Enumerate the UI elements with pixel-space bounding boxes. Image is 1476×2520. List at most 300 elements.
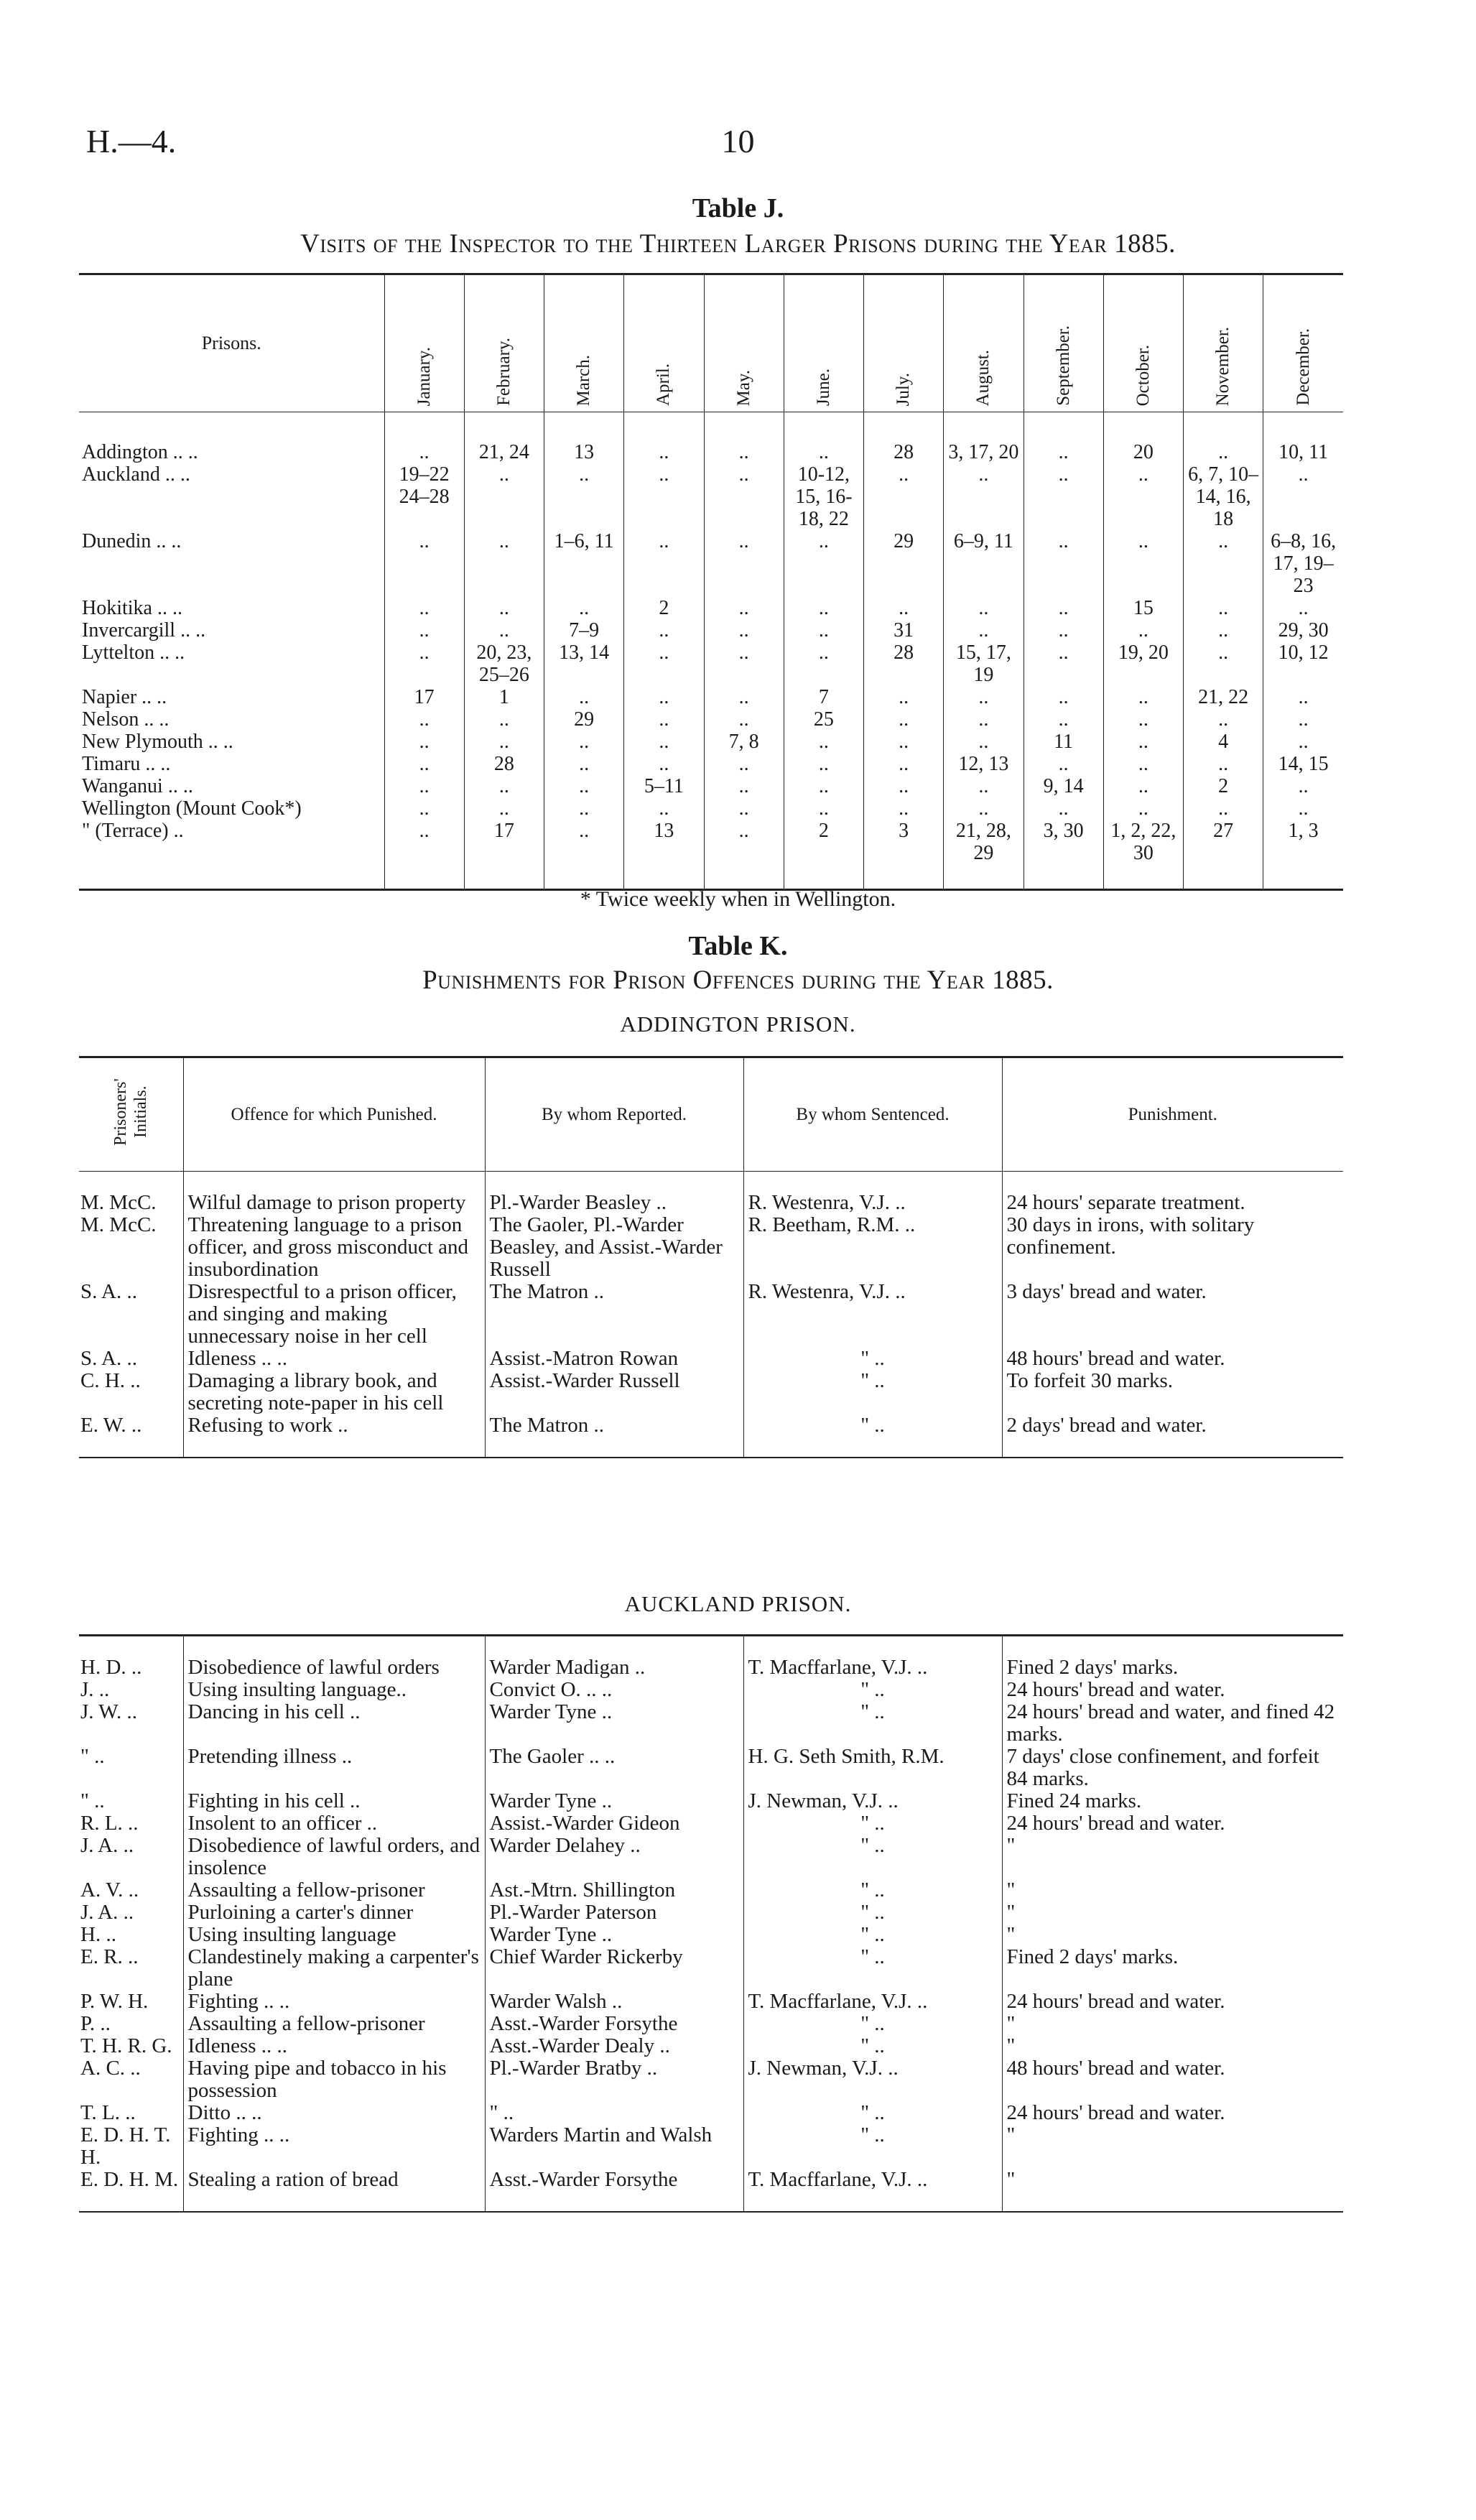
reported-by-cell: Warder Tyne .. bbox=[485, 1790, 743, 1812]
table-j bbox=[79, 273, 1343, 891]
visit-dates-cell: .. bbox=[544, 820, 624, 890]
table-row bbox=[79, 1657, 1343, 1679]
table-row bbox=[79, 1370, 1343, 1414]
visit-dates-cell: .. bbox=[1184, 753, 1263, 775]
offence-cell: Disobedience of lawful orders, and insolence bbox=[183, 1835, 485, 1879]
visit-dates-cell: .. bbox=[704, 820, 784, 890]
visit-dates-cell: .. bbox=[704, 641, 784, 686]
visit-dates-cell: .. bbox=[384, 731, 464, 753]
visit-dates-cell: 11 bbox=[1024, 731, 1103, 753]
visit-dates-cell: .. bbox=[1024, 412, 1103, 464]
table-j-header-row bbox=[79, 274, 1343, 412]
visit-dates-cell: 9, 14 bbox=[1024, 775, 1103, 797]
visit-dates-cell: 15, 17, 19 bbox=[944, 641, 1024, 686]
visit-dates-cell: 29 bbox=[864, 530, 944, 597]
table-k-column-header: Offence for which Punished. bbox=[183, 1057, 485, 1172]
visit-dates-cell: .. bbox=[1103, 619, 1183, 641]
visit-dates-cell: 3 bbox=[864, 820, 944, 890]
visit-dates-cell: 19, 20 bbox=[1103, 641, 1183, 686]
reported-by-cell: Convict O. .. .. bbox=[485, 1679, 743, 1701]
punishment-cell: " bbox=[1002, 1924, 1343, 1946]
visit-dates-cell: 3, 17, 20 bbox=[944, 412, 1024, 464]
month-label: June. bbox=[813, 368, 833, 406]
visit-dates-cell: .. bbox=[864, 597, 944, 619]
spacer-row bbox=[79, 1172, 1343, 1192]
table-row bbox=[79, 686, 1343, 708]
table-row bbox=[79, 731, 1343, 753]
visit-dates-cell: .. bbox=[624, 797, 704, 820]
table-j-column-header bbox=[864, 274, 944, 412]
visit-dates-cell: 6, 7, 10–14, 16, 18 bbox=[1184, 463, 1263, 530]
table-j-column-header bbox=[544, 274, 624, 412]
prisoner-initials-cell: E. R. .. bbox=[80, 1945, 139, 1968]
offence-cell: Damaging a library book, and secreting note-paper in his cell bbox=[183, 1370, 485, 1414]
offence-cell: Assaulting a fellow-prisoner bbox=[183, 1879, 485, 1901]
visit-dates-cell: .. bbox=[384, 775, 464, 797]
table-row bbox=[79, 1924, 1343, 1946]
table-j-footnote: * Twice weekly when in Wellington. bbox=[580, 887, 896, 911]
visit-dates-cell: 27 bbox=[1184, 820, 1263, 890]
visit-dates-cell: .. bbox=[864, 708, 944, 731]
punishment-cell: " bbox=[1002, 1901, 1343, 1924]
visit-dates-cell: .. bbox=[704, 686, 784, 708]
sentenced-by-cell: " .. bbox=[743, 2124, 1002, 2169]
table-j-subtitle: Visits of the Inspector to the Thirteen Larger Prisons during the Year 1885. bbox=[300, 229, 1176, 259]
visit-dates-cell: .. bbox=[384, 412, 464, 464]
prison-name-cell: Addington .. .. bbox=[82, 441, 198, 463]
document-code: H.—4. bbox=[86, 123, 177, 159]
visit-dates-cell: 15 bbox=[1103, 597, 1183, 619]
prisoner-initials-cell: C. H. .. bbox=[80, 1369, 141, 1392]
table-k-subtitle: Punishments for Prison Offences during the Year 1885. bbox=[422, 965, 1054, 995]
visit-dates-cell: .. bbox=[704, 797, 784, 820]
table-k-header-row bbox=[79, 1057, 1343, 1172]
table-row bbox=[79, 1901, 1343, 1924]
prisoner-initials-cell: R. L. .. bbox=[80, 1812, 139, 1835]
month-label: July. bbox=[894, 372, 914, 406]
visit-dates-cell: .. bbox=[464, 619, 544, 641]
visit-dates-cell: .. bbox=[704, 597, 784, 619]
visit-dates-cell: .. bbox=[1024, 530, 1103, 597]
table-row bbox=[79, 820, 1343, 890]
reported-by-cell: Asst.-Warder Dealy .. bbox=[485, 2035, 743, 2057]
visit-dates-cell: .. bbox=[864, 686, 944, 708]
punishment-cell: 24 hours' separate treatment. bbox=[1002, 1192, 1343, 1214]
month-label: December. bbox=[1293, 328, 1313, 406]
visit-dates-cell: 1 bbox=[464, 686, 544, 708]
prisoner-initials-cell: H. D. .. bbox=[80, 1656, 142, 1679]
visit-dates-cell: .. bbox=[704, 619, 784, 641]
visit-dates-cell: .. bbox=[784, 597, 863, 619]
reported-by-cell: The Matron .. bbox=[485, 1281, 743, 1348]
reported-by-cell: Warder Delahey .. bbox=[485, 1835, 743, 1879]
visit-dates-cell: 10-12, 15, 16-18, 22 bbox=[784, 463, 863, 530]
prison-name-cell: Invercargill .. .. bbox=[82, 619, 206, 641]
sentenced-by-cell: R. Beetham, R.M. .. bbox=[743, 1214, 1002, 1281]
visit-dates-cell: .. bbox=[384, 820, 464, 890]
visit-dates-cell: .. bbox=[1263, 686, 1343, 708]
visit-dates-cell: .. bbox=[864, 775, 944, 797]
table-row bbox=[79, 530, 1343, 597]
prisoner-initials-cell: P. .. bbox=[80, 2012, 111, 2035]
visit-dates-cell: 17 bbox=[464, 820, 544, 890]
reported-by-cell: Pl.-Warder Paterson bbox=[485, 1901, 743, 1924]
table-row bbox=[79, 2124, 1343, 2169]
sentenced-by-cell: " .. bbox=[743, 1679, 1002, 1701]
visit-dates-cell: .. bbox=[1103, 708, 1183, 731]
visit-dates-cell: .. bbox=[624, 731, 704, 753]
visit-dates-cell: 10, 11 bbox=[1263, 412, 1343, 464]
offence-cell: Assaulting a fellow-prisoner bbox=[183, 2013, 485, 2035]
offence-cell: Threatening language to a prison officer, and gross misconduct and insubordination bbox=[183, 1214, 485, 1281]
visit-dates-cell: .. bbox=[384, 797, 464, 820]
sentenced-by-cell: J. Newman, V.J. .. bbox=[743, 1790, 1002, 1812]
visit-dates-cell: .. bbox=[944, 619, 1024, 641]
table-row bbox=[79, 1701, 1343, 1746]
visit-dates-cell: .. bbox=[544, 463, 624, 530]
visit-dates-cell: .. bbox=[1103, 530, 1183, 597]
visit-dates-cell: .. bbox=[544, 753, 624, 775]
punishment-cell: 30 days in irons, with solitary confinement. bbox=[1002, 1214, 1343, 1281]
table-j-column-header bbox=[784, 274, 863, 412]
visit-dates-cell: .. bbox=[784, 753, 863, 775]
visit-dates-cell: .. bbox=[1103, 463, 1183, 530]
visit-dates-cell: .. bbox=[624, 753, 704, 775]
visit-dates-cell: 2 bbox=[784, 820, 863, 890]
reported-by-cell: Asst.-Warder Forsythe bbox=[485, 2169, 743, 2191]
visit-dates-cell: .. bbox=[544, 731, 624, 753]
prisoner-initials-cell: M. McC. bbox=[80, 1213, 157, 1236]
visit-dates-cell: .. bbox=[464, 597, 544, 619]
visit-dates-cell: 20, 23, 25–26 bbox=[464, 641, 544, 686]
table-row bbox=[79, 463, 1343, 530]
table-row bbox=[79, 1414, 1343, 1437]
visit-dates-cell: .. bbox=[864, 463, 944, 530]
visit-dates-cell: .. bbox=[864, 797, 944, 820]
prison-name-cell: Wanganui .. .. bbox=[82, 775, 193, 797]
prisoner-initials-cell: H. .. bbox=[80, 1923, 116, 1946]
visit-dates-cell: .. bbox=[464, 775, 544, 797]
visit-dates-cell: .. bbox=[1184, 708, 1263, 731]
visit-dates-cell: .. bbox=[784, 619, 863, 641]
month-label: March. bbox=[574, 354, 594, 406]
table-row bbox=[79, 753, 1343, 775]
visit-dates-cell: 21, 28, 29 bbox=[944, 820, 1024, 890]
offence-cell: Disobedience of lawful orders bbox=[183, 1657, 485, 1679]
table-j-column-header bbox=[1263, 274, 1343, 412]
table-row bbox=[79, 1679, 1343, 1701]
visit-dates-cell: .. bbox=[1103, 797, 1183, 820]
reported-by-cell: Warder Madigan .. bbox=[485, 1657, 743, 1679]
sentenced-by-cell: J. Newman, V.J. .. bbox=[743, 2057, 1002, 2102]
punishment-cell: 24 hours' bread and water. bbox=[1002, 1991, 1343, 2013]
visit-dates-cell: .. bbox=[1184, 619, 1263, 641]
visit-dates-cell: 29, 30 bbox=[1263, 619, 1343, 641]
sentenced-by-cell: " .. bbox=[743, 1370, 1002, 1414]
visit-dates-cell: 2 bbox=[624, 597, 704, 619]
visit-dates-cell: 10, 12 bbox=[1263, 641, 1343, 686]
prisoner-initials-cell: E. D. H. T. H. bbox=[80, 2123, 171, 2169]
visit-dates-cell: 7, 8 bbox=[704, 731, 784, 753]
visit-dates-cell: .. bbox=[544, 775, 624, 797]
table-row bbox=[79, 2169, 1343, 2191]
visit-dates-cell: .. bbox=[624, 686, 704, 708]
visit-dates-cell: .. bbox=[624, 641, 704, 686]
visit-dates-cell: .. bbox=[1263, 708, 1343, 731]
visit-dates-cell: 6–9, 11 bbox=[944, 530, 1024, 597]
month-label: January. bbox=[414, 346, 434, 406]
visit-dates-cell: .. bbox=[544, 597, 624, 619]
prison-name-cell: Nelson .. .. bbox=[82, 708, 170, 731]
table-row bbox=[79, 1991, 1343, 2013]
prisoner-initials-cell: M. McC. bbox=[80, 1191, 157, 1214]
sentenced-by-cell: " .. bbox=[743, 1414, 1002, 1437]
offence-cell: Stealing a ration of bread bbox=[183, 2169, 485, 2191]
punishment-cell: 7 days' close confinement, and forfeit 84 marks. bbox=[1002, 1746, 1343, 1790]
visit-dates-cell: .. bbox=[704, 463, 784, 530]
visit-dates-cell: .. bbox=[704, 775, 784, 797]
visit-dates-cell: .. bbox=[784, 530, 863, 597]
table-k-column-header: By whom Sentenced. bbox=[743, 1057, 1002, 1172]
sentenced-by-cell: " .. bbox=[743, 1879, 1002, 1901]
sentenced-by-cell: " .. bbox=[743, 2035, 1002, 2057]
offence-cell: Clandestinely making a carpenter's plane bbox=[183, 1946, 485, 1991]
visit-dates-cell: .. bbox=[1184, 530, 1263, 597]
visit-dates-cell: .. bbox=[384, 597, 464, 619]
visit-dates-cell: 28 bbox=[864, 641, 944, 686]
table-j-column-header: Prisons. bbox=[201, 333, 261, 353]
prisoner-initials-cell: P. W. H. bbox=[80, 1990, 149, 2013]
offence-cell: Dancing in his cell .. bbox=[183, 1701, 485, 1746]
reported-by-cell: The Gaoler .. .. bbox=[485, 1746, 743, 1790]
visit-dates-cell: .. bbox=[944, 463, 1024, 530]
punishment-cell: Fined 2 days' marks. bbox=[1002, 1946, 1343, 1991]
visit-dates-cell: .. bbox=[1263, 731, 1343, 753]
table-row bbox=[79, 1214, 1343, 1281]
visit-dates-cell: 21, 24 bbox=[464, 412, 544, 464]
table-j-column-header bbox=[464, 274, 544, 412]
visit-dates-cell: 2 bbox=[1184, 775, 1263, 797]
visit-dates-cell: 3, 30 bbox=[1024, 820, 1103, 890]
page-number: 10 bbox=[721, 123, 755, 159]
visit-dates-cell: .. bbox=[784, 797, 863, 820]
offence-cell: Using insulting language bbox=[183, 1924, 485, 1946]
visit-dates-cell: .. bbox=[384, 530, 464, 597]
month-label: February. bbox=[493, 338, 514, 406]
table-row bbox=[79, 708, 1343, 731]
sentenced-by-cell: " .. bbox=[743, 1901, 1002, 1924]
table-k-column-header bbox=[79, 1057, 183, 1172]
punishment-cell: " bbox=[1002, 2169, 1343, 2191]
prison-name-cell: Hokitika .. .. bbox=[82, 597, 182, 619]
auckland-prison-heading: AUCKLAND PRISON. bbox=[624, 1591, 852, 1616]
sentenced-by-cell: T. Macffarlane, V.J. .. bbox=[743, 2169, 1002, 2191]
punishment-cell: 48 hours' bread and water. bbox=[1002, 2057, 1343, 2102]
visit-dates-cell: .. bbox=[1103, 686, 1183, 708]
sentenced-by-cell: " .. bbox=[743, 2013, 1002, 2035]
visit-dates-cell: .. bbox=[464, 530, 544, 597]
visit-dates-cell: 1–6, 11 bbox=[544, 530, 624, 597]
prison-name-cell: New Plymouth .. .. bbox=[82, 731, 233, 753]
table-row bbox=[79, 412, 1343, 464]
table-k-addington bbox=[79, 1056, 1343, 1458]
punishment-cell: 2 days' bread and water. bbox=[1002, 1414, 1343, 1437]
offence-cell: Insolent to an officer .. bbox=[183, 1812, 485, 1835]
table-row bbox=[79, 2013, 1343, 2035]
table-j-column-header bbox=[704, 274, 784, 412]
visit-dates-cell: 13 bbox=[624, 820, 704, 890]
visit-dates-cell: .. bbox=[624, 412, 704, 464]
offence-cell: Idleness .. .. bbox=[183, 2035, 485, 2057]
month-label: November. bbox=[1213, 326, 1233, 406]
punishment-cell: Fined 24 marks. bbox=[1002, 1790, 1343, 1812]
visit-dates-cell: 5–11 bbox=[624, 775, 704, 797]
month-label: April. bbox=[654, 363, 674, 406]
reported-by-cell: The Gaoler, Pl.-Warder Beasley, and Assist.-Warder Russell bbox=[485, 1214, 743, 1281]
prisoner-initials-cell: T. H. R. G. bbox=[80, 2034, 172, 2057]
visit-dates-cell: 13, 14 bbox=[544, 641, 624, 686]
visit-dates-cell: .. bbox=[1024, 797, 1103, 820]
offence-cell: Purloining a carter's dinner bbox=[183, 1901, 485, 1924]
visit-dates-cell: .. bbox=[1184, 597, 1263, 619]
reported-by-cell: Warders Martin and Walsh bbox=[485, 2124, 743, 2169]
sentenced-by-cell: " .. bbox=[743, 1701, 1002, 1746]
table-row bbox=[79, 2035, 1343, 2057]
visit-dates-cell: .. bbox=[1024, 686, 1103, 708]
addington-prison-heading: ADDINGTON PRISON. bbox=[620, 1011, 856, 1037]
prisoner-initials-cell: J. A. .. bbox=[80, 1834, 134, 1857]
table-row bbox=[79, 1192, 1343, 1214]
prisoner-initials-cell: " .. bbox=[80, 1745, 105, 1768]
reported-by-cell: The Matron .. bbox=[485, 1414, 743, 1437]
sentenced-by-cell: H. G. Seth Smith, R.M. bbox=[743, 1746, 1002, 1790]
visit-dates-cell: .. bbox=[1103, 775, 1183, 797]
offence-cell: Using insulting language.. bbox=[183, 1679, 485, 1701]
visit-dates-cell: .. bbox=[1263, 597, 1343, 619]
prisoner-initials-cell: A. V. .. bbox=[80, 1879, 139, 1901]
visit-dates-cell: .. bbox=[1024, 619, 1103, 641]
visit-dates-cell: .. bbox=[944, 775, 1024, 797]
prison-name-cell: Wellington (Mount Cook*) bbox=[82, 797, 302, 820]
prisoner-initials-cell: S. A. .. bbox=[80, 1280, 137, 1303]
punishment-cell: " bbox=[1002, 1879, 1343, 1901]
offence-cell: Fighting in his cell .. bbox=[183, 1790, 485, 1812]
table-j-column-header bbox=[624, 274, 704, 412]
table-j-column-header bbox=[1024, 274, 1103, 412]
visit-dates-cell: .. bbox=[944, 708, 1024, 731]
table-row bbox=[79, 597, 1343, 619]
prisoner-initials-cell: S. A. .. bbox=[80, 1347, 137, 1370]
punishment-cell: Fined 2 days' marks. bbox=[1002, 1657, 1343, 1679]
visit-dates-cell: 28 bbox=[864, 412, 944, 464]
table-k-column-header: Punishment. bbox=[1002, 1057, 1343, 1172]
visit-dates-cell: .. bbox=[384, 753, 464, 775]
offence-cell: Fighting .. .. bbox=[183, 2124, 485, 2169]
visit-dates-cell: .. bbox=[1184, 641, 1263, 686]
reported-by-cell: Asst.-Warder Forsythe bbox=[485, 2013, 743, 2035]
table-row bbox=[79, 1746, 1343, 1790]
visit-dates-cell: .. bbox=[384, 619, 464, 641]
visit-dates-cell: 14, 15 bbox=[1263, 753, 1343, 775]
visit-dates-cell: 25 bbox=[784, 708, 863, 731]
visit-dates-cell: .. bbox=[864, 731, 944, 753]
visit-dates-cell: .. bbox=[1024, 597, 1103, 619]
visit-dates-cell: .. bbox=[784, 775, 863, 797]
table-row bbox=[79, 1946, 1343, 1991]
visit-dates-cell: .. bbox=[624, 619, 704, 641]
table-k-column-header: By whom Reported. bbox=[485, 1057, 743, 1172]
punishment-cell: 48 hours' bread and water. bbox=[1002, 1348, 1343, 1370]
offence-cell: Disrespectful to a prison officer, and singing and making unnecessary noise in her cell bbox=[183, 1281, 485, 1348]
spacer-row bbox=[79, 1437, 1343, 1458]
prisoner-initials-cell: T. L. .. bbox=[80, 2101, 136, 2124]
offence-cell: Fighting .. .. bbox=[183, 1991, 485, 2013]
visit-dates-cell: 20 bbox=[1103, 412, 1183, 464]
offence-cell: Having pipe and tobacco in his possession bbox=[183, 2057, 485, 2102]
visit-dates-cell: .. bbox=[1024, 708, 1103, 731]
table-j-column-header bbox=[1184, 274, 1263, 412]
prison-name-cell: Dunedin .. .. bbox=[82, 530, 182, 552]
punishment-cell: 3 days' bread and water. bbox=[1002, 1281, 1343, 1348]
table-row bbox=[79, 775, 1343, 797]
reported-by-cell: Chief Warder Rickerby bbox=[485, 1946, 743, 1991]
table-row bbox=[79, 1348, 1343, 1370]
punishment-cell: 24 hours' bread and water. bbox=[1002, 1812, 1343, 1835]
punishment-cell: 24 hours' bread and water. bbox=[1002, 2102, 1343, 2124]
prisoner-initials-cell: E. W. .. bbox=[80, 1414, 142, 1437]
prisoner-initials-cell: A. C. .. bbox=[80, 2057, 141, 2080]
visit-dates-cell: .. bbox=[544, 797, 624, 820]
reported-by-cell: Pl.-Warder Bratby .. bbox=[485, 2057, 743, 2102]
punishment-cell: 24 hours' bread and water. bbox=[1002, 1679, 1343, 1701]
spacer-row bbox=[79, 2191, 1343, 2212]
reported-by-cell: " .. bbox=[485, 2102, 743, 2124]
visit-dates-cell: .. bbox=[464, 731, 544, 753]
visit-dates-cell: .. bbox=[464, 463, 544, 530]
initials-header-label: Prisoners' Initials. bbox=[111, 1078, 151, 1146]
visit-dates-cell: 31 bbox=[864, 619, 944, 641]
visit-dates-cell: .. bbox=[624, 530, 704, 597]
table-j-column-header bbox=[944, 274, 1024, 412]
table-row bbox=[79, 619, 1343, 641]
sentenced-by-cell: T. Macffarlane, V.J. .. bbox=[743, 1657, 1002, 1679]
table-row bbox=[79, 641, 1343, 686]
visit-dates-cell: .. bbox=[704, 530, 784, 597]
visit-dates-cell: 28 bbox=[464, 753, 544, 775]
table-row bbox=[79, 1835, 1343, 1879]
table-row bbox=[79, 797, 1343, 820]
visit-dates-cell: .. bbox=[944, 797, 1024, 820]
prisoner-initials-cell: J. A. .. bbox=[80, 1901, 134, 1924]
visit-dates-cell: .. bbox=[784, 412, 863, 464]
offence-cell: Refusing to work .. bbox=[183, 1414, 485, 1437]
month-label: October. bbox=[1133, 344, 1153, 406]
table-j-title: Table J. bbox=[692, 193, 784, 223]
punishment-cell: " bbox=[1002, 1835, 1343, 1879]
visit-dates-cell: .. bbox=[464, 797, 544, 820]
table-k-title: Table K. bbox=[688, 931, 788, 961]
sentenced-by-cell: R. Westenra, V.J. .. bbox=[743, 1192, 1002, 1214]
sentenced-by-cell: T. Macffarlane, V.J. .. bbox=[743, 1991, 1002, 2013]
prisoner-initials-cell: J. W. .. bbox=[80, 1700, 137, 1723]
visit-dates-cell: .. bbox=[784, 731, 863, 753]
visit-dates-cell: 4 bbox=[1184, 731, 1263, 753]
sentenced-by-cell: " .. bbox=[743, 1348, 1002, 1370]
visit-dates-cell: 6–8, 16, 17, 19–23 bbox=[1263, 530, 1343, 597]
offence-cell: Ditto .. .. bbox=[183, 2102, 485, 2124]
visit-dates-cell: .. bbox=[624, 708, 704, 731]
table-k-auckland bbox=[79, 1634, 1343, 2213]
